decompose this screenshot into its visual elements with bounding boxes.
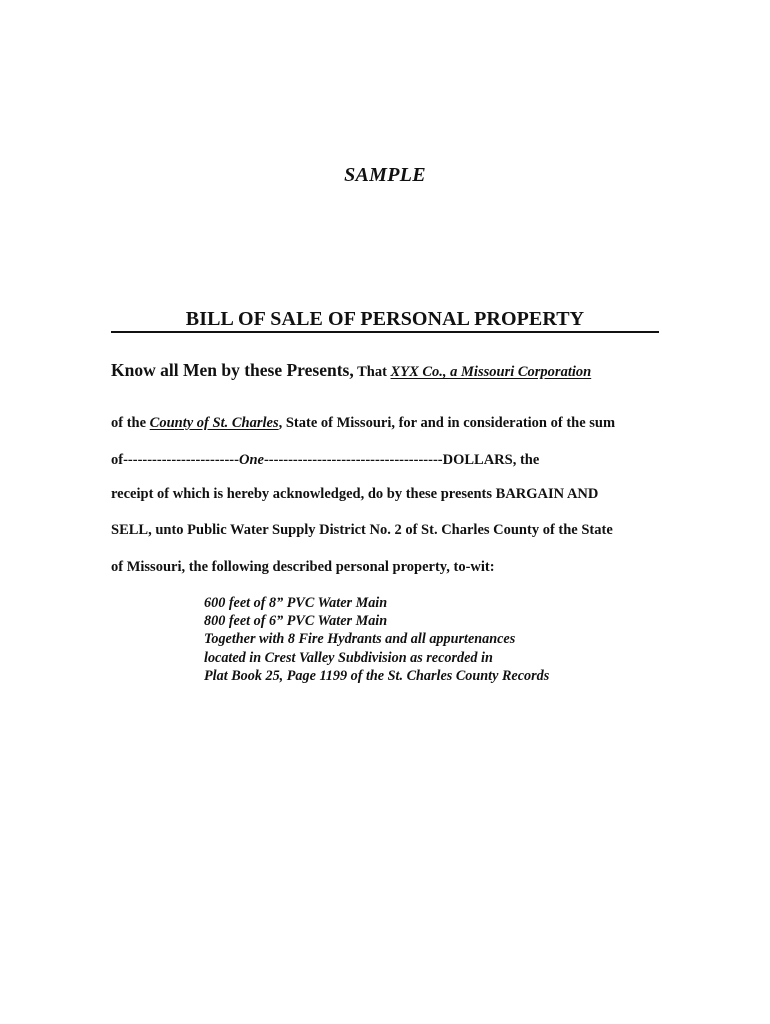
intro-that: That xyxy=(357,364,387,380)
property-list xyxy=(204,594,549,685)
body-line: SELL, unto Public Water Supply District No. 2 of St. Charles County of the State xyxy=(111,522,613,538)
body-line: of Missouri, the following described personal property, to-wit: xyxy=(111,559,495,575)
sum-amount-words: One xyxy=(238,452,264,468)
property-item: 600 feet of 8” PVC Water Main xyxy=(204,595,388,611)
sample-watermark: SAMPLE xyxy=(344,164,426,186)
county-suffix: , State of Missouri, for and in consideration of the sum xyxy=(278,415,616,431)
sum-line xyxy=(111,452,539,469)
property-item: located in Crest Valley Subdivision as recorded in xyxy=(204,649,493,666)
document-title: BILL OF SALE OF PERSONAL PROPERTY xyxy=(185,308,585,330)
property-item: Together with 8 Fire Hydrants and all appurtenances xyxy=(204,631,516,648)
county-name: County of St. Charles xyxy=(149,415,279,431)
sum-prefix: of------------------------ xyxy=(111,452,239,468)
intro-lead: Know all Men by these Presents, xyxy=(111,360,354,380)
county-line xyxy=(111,415,615,432)
grantor-name: XYX Co., a Missouri Corporation xyxy=(390,364,592,380)
county-prefix: of the xyxy=(111,415,147,431)
sum-suffix: -------------------------------------DOLLARS, the xyxy=(263,452,540,468)
property-item: Plat Book 25, Page 1199 of the St. Charles County Records xyxy=(204,667,550,684)
body-line: receipt of which is hereby acknowledged, do by these presents BARGAIN AND xyxy=(111,486,599,502)
property-item: 800 feet of 6” PVC Water Main xyxy=(204,613,388,630)
intro-line xyxy=(111,360,591,381)
title-underline xyxy=(111,331,659,333)
